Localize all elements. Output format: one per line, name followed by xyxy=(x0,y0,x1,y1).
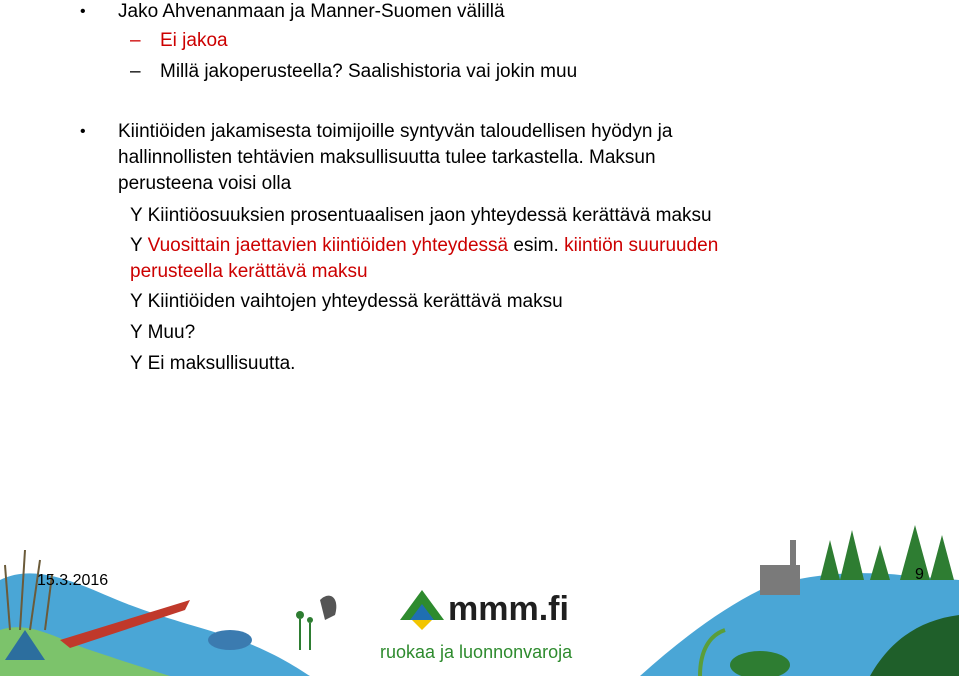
footer-illustration xyxy=(0,520,959,676)
page-number: 9 xyxy=(915,566,924,583)
bullet-text: Kiintiöiden jakamisesta toimijoille syntyvän taloudellisen hyödyn ja xyxy=(118,121,673,142)
slide-date: 15.3.2016 xyxy=(37,572,109,589)
option-text: Y Ei maksullisuutta. xyxy=(130,353,296,374)
mmm-logo xyxy=(400,590,444,630)
sub-bullet-text: Ei jakoa xyxy=(160,30,228,51)
chimney-shape xyxy=(790,540,796,565)
option-text: perusteella kerättävä maksu xyxy=(130,261,368,282)
option-text xyxy=(130,234,718,258)
bird-shape xyxy=(320,596,336,620)
option-text: Y Kiintiöiden vaihtojen yhteydessä kerättävä maksu xyxy=(130,291,563,312)
fish-shape xyxy=(208,630,252,650)
bullet-dot: • xyxy=(80,3,86,20)
option-prefix: Y xyxy=(130,235,148,256)
option-mid: esim. xyxy=(508,235,565,256)
option-text: Y Kiintiöosuuksien prosentuaalisen jaon yhteydessä kerättävä maksu xyxy=(130,205,712,226)
flowers-group xyxy=(296,611,313,650)
option-highlight: kiintiön suuruuden xyxy=(564,235,719,256)
sub-bullet-text: Millä jakoperusteella? Saalishistoria vai jokin muu xyxy=(160,61,578,82)
slogan-text: ruokaa ja luonnonvaroja xyxy=(380,642,573,662)
bullet-dot: • xyxy=(80,123,86,140)
bullet-text: hallinnollisten tehtävien maksullisuutta tulee tarkastella. Maksun xyxy=(118,147,656,168)
trees-group xyxy=(820,525,954,580)
option-highlight: Vuosittain jaettavien kiintiöiden yhteydessä xyxy=(147,235,509,256)
dash-marker: – xyxy=(130,30,141,51)
option-text: Y Muu? xyxy=(130,322,196,343)
bullet-text: Jako Ahvenanmaan ja Manner-Suomen välillä xyxy=(118,1,505,22)
logo-text: mmm.fi xyxy=(448,590,569,628)
bullet-text: perusteena voisi olla xyxy=(118,173,292,194)
mill-shape xyxy=(760,565,800,595)
dash-marker: – xyxy=(130,61,141,82)
